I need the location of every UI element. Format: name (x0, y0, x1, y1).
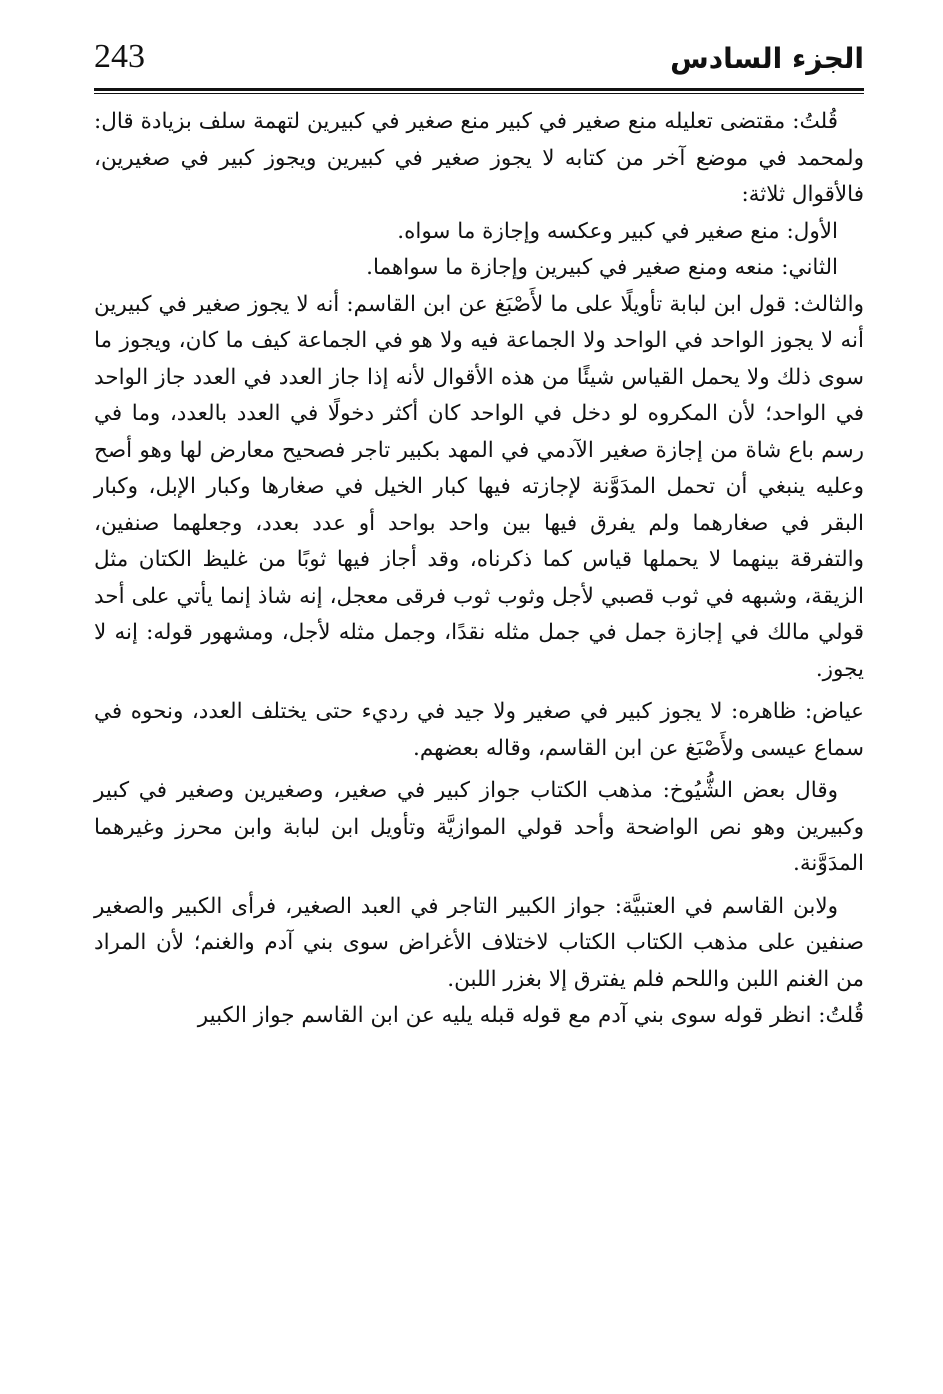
paragraph-second-opinion: الثاني: منعه ومنع صغير في كبيرين وإجازة ما سواهما. (366, 255, 838, 280)
page-body (94, 104, 864, 1035)
paragraph-utbiyya: ولابن القاسم في العتبيَّة: جواز الكبير التاجر في العبد الصغير، فرأى الكبير والصغير صنفين على مذهب الكتاب الكتاب لاختلاف الأغراض سوى بني آدم والغنم؛ لأن المراد من الغنم اللبن واللحم فلم يفترق إلا بغزر اللبن. (94, 893, 864, 992)
paragraph-qultu-1: قُلتُ: مقتضى تعليله منع صغير في كبير منع صغير في كبيرين لتهمة سلف بزيادة قال: ولمحمد في موضع آخر من كتابه لا يجوز صغير في كبيرين ويجوز كبير في صغيرين، فالأقوال ثلاثة: (94, 109, 864, 207)
page-header (94, 30, 864, 86)
running-title: الجزء السادس (670, 42, 864, 75)
page-number: 243 (94, 38, 145, 75)
paragraph-first-opinion: الأول: منع صغير في كبير وعكسه وإجازة ما سواه. (397, 218, 838, 244)
paragraph-iyad: عياض: ظاهره: لا يجوز كبير في صغير ولا جيد في رديء حتى يختلف العدد، ونحوه في سماع عيسى ولأَصْبَغ عن ابن القاسم، وقاله بعضهم. (94, 699, 864, 761)
paragraph-third-opinion: والثالث: قول ابن لبابة تأويلًا على ما لأَصْبَغ عن ابن القاسم: أنه لا يجوز صغير في كبيرين أنه لا يجوز الواحد في الواحد ولا الجماعة فيه ولا هو في الجماعة كيف ما كان، ويجوز ما سوى ذلك ولا يحمل القياس شيئًا من هذه الأقوال لأنه إذا جاز العدد في العدد جاز الواحد في الواحد؛ لأن المكروه لو دخل في الواحد كان أكثر دخولًا في العدد بالعدد، وما في رسم باع شاة من إجازة صغير الآدمي في المهد بكبير تاجر فصحيح معارض لها وهو أصح وعليه ينبغي أن تحمل المدَوَّنة لإجازته فيها كبار الخيل في صغارها وكبار الإبل، وكبار البقر في صغارهما ولم يفرق فيها بين واحد بواحد أو عدد بعدد، وجعلهما صنفين، والتفرقة بينهما لا يحملها قياس كما ذكرناه، وقد أجاز فيها ثوبًا من غليظ الكتان مثل الزيقة، وشبهه في ثوب قصبي لأجل وثوب ثوب فرقى معجل، إنه شاذ إنما يأتي على أحد قولي مالك في إجازة جمل في جمل مثله نقدًا، وجمل مثله لأجل، ومشهور قوله: إنه لا يجوز. (94, 291, 864, 682)
paragraph-qultu-2: قُلتُ: انظر قوله سوى بني آدم مع قوله قبله يليه عن ابن القاسم جواز الكبير (197, 1003, 864, 1028)
header-rule (94, 88, 864, 94)
paragraph-shuyukh: وقال بعض الشُّيُوخ: مذهب الكتاب جواز كبير في صغير، وصغيرين وصغير في كبير وكبيرين وهو نص الواضحة وأحد قولي الموازيَّة وتأويل ابن لبابة وابن محرز وغيرهما المدَوَّنة. (94, 778, 864, 876)
